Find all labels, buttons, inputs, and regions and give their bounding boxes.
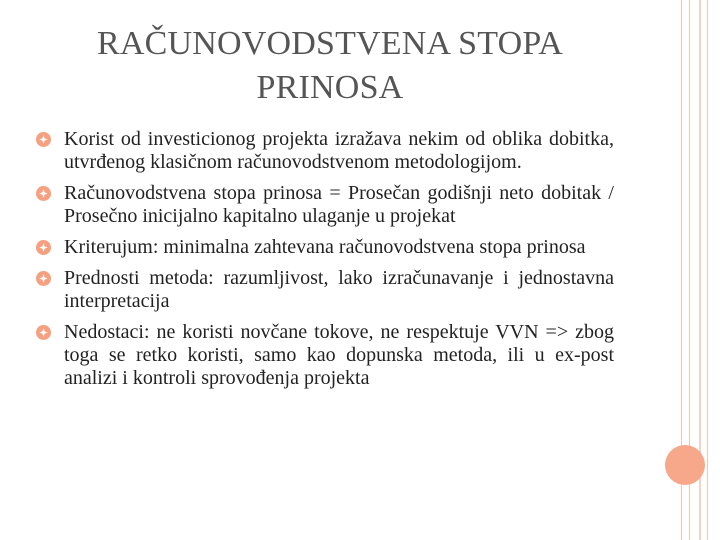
flower-bullet-icon <box>36 325 51 340</box>
bullet-item <box>36 182 614 228</box>
flower-bullet-icon <box>36 132 51 147</box>
accent-circle <box>665 445 705 485</box>
slide-title-line-1: RAČUNOVODSTVENA STOPA <box>96 25 564 62</box>
bullet-item <box>36 267 614 313</box>
flower-bullet-icon <box>36 240 51 255</box>
bullet-text: Računovodstvena stopa prinosa = Prosečan godišnji neto dobitak / Prosečno inicijalno kapitalno ulaganje u projekat <box>64 182 614 227</box>
bullet-text: Nedostaci: ne koristi novčane tokove, ne respektuje VVN => zbog toga se retko koristi, samo kao dopunska metoda, ili u ex-post analizi i kontroli sprovođenja projekta <box>64 321 614 389</box>
flower-bullet-icon <box>36 186 51 201</box>
slide-title-line-2: PRINOSA <box>256 69 404 106</box>
decorative-rail <box>707 0 708 540</box>
bullet-list <box>36 128 614 398</box>
bullet-text: Prednosti metoda: razumljivost, lako izračunavanje i jednostavna interpretacija <box>64 267 614 312</box>
bullet-item <box>36 128 614 174</box>
slide-title <box>40 22 620 110</box>
bullet-text: Kriterujum: minimalna zahtevana računovodstvena stopa prinosa <box>64 236 586 258</box>
bullet-item <box>36 321 614 390</box>
bullet-text: Korist od investicionog projekta izražava nekim od oblika dobitka, utvrđenog klasičnom računovodstvenom metodologijom. <box>64 128 614 173</box>
bullet-item <box>36 236 614 259</box>
flower-bullet-icon <box>36 271 51 286</box>
